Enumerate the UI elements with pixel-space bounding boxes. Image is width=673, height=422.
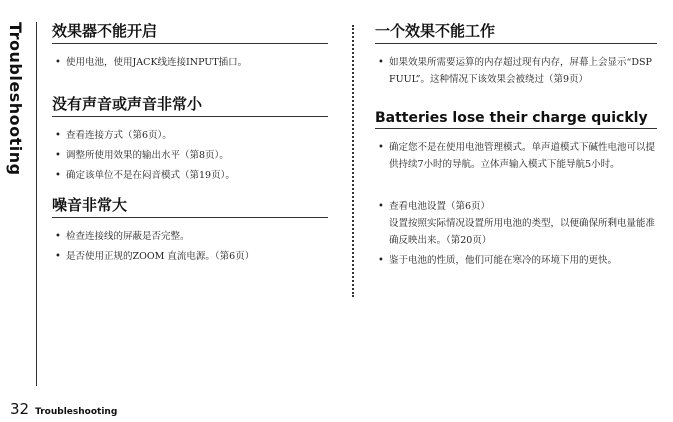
item-list xyxy=(52,228,328,265)
section-effect-not-working xyxy=(375,20,657,88)
section-no-sound xyxy=(52,93,328,184)
section-noise xyxy=(52,194,328,265)
item-list xyxy=(52,127,328,184)
side-tab-label: Troubleshooting xyxy=(6,22,25,176)
list-item: • 鉴于电池的性质，他们可能在寒冷的环境下用的更快。 xyxy=(375,252,657,269)
list-item: • 调整所使用效果的输出水平（第8页）。 xyxy=(52,147,328,164)
list-item xyxy=(375,198,657,249)
item-list xyxy=(375,198,657,269)
list-item: • 使用电池，使用JACK线连接INPUT插口。 xyxy=(52,54,328,71)
page-number: 32 xyxy=(10,400,30,418)
section-heading: 噪音非常大 xyxy=(52,194,328,218)
section-heading: 效果器不能开启 xyxy=(52,20,328,44)
section-batteries xyxy=(375,110,657,269)
item-list xyxy=(52,54,328,71)
list-item: • 检查连接线的屏蔽是否完整。 xyxy=(52,228,328,245)
item-list xyxy=(375,54,657,88)
page-footer xyxy=(10,400,117,418)
section-heading: 没有声音或声音非常小 xyxy=(52,93,328,117)
section-cannot-power-on xyxy=(52,20,328,71)
side-rule xyxy=(36,22,37,386)
list-item: • 确定该单位不是在闷音模式（第19页）。 xyxy=(52,167,328,184)
footer-section-title: Troubleshooting xyxy=(35,407,118,417)
list-item: • 查看连接方式（第6页）。 xyxy=(52,127,328,144)
list-item: • 确定您不是在使用电池管理模式。单声道模式下碱性电池可以提供持续7小时的导航。立体声输入模式下能导航5小时。 xyxy=(375,139,657,173)
right-column xyxy=(375,20,657,279)
side-tab xyxy=(6,22,28,192)
section-heading: Batteries lose their charge quickly xyxy=(375,110,657,129)
left-column xyxy=(52,20,328,275)
section-heading: 一个效果不能工作 xyxy=(375,20,657,44)
list-item: • 是否使用正规的ZOOM 直流电源。（第6页） xyxy=(52,248,328,265)
column-divider xyxy=(352,25,354,297)
list-item-subnote: 设置按照实际情况设置所用电池的类型，以便确保所剩电量能准确反映出来。（第20页） xyxy=(389,218,656,246)
item-list xyxy=(375,139,657,173)
list-item-text: 查看电池设置（第6页） xyxy=(389,201,491,212)
list-item: • 如果效果所需要运算的内存超过现有内存，屏幕上会显示“DSP FUUL”。这种情况下该效果会被绕过（第9页） xyxy=(375,54,657,88)
